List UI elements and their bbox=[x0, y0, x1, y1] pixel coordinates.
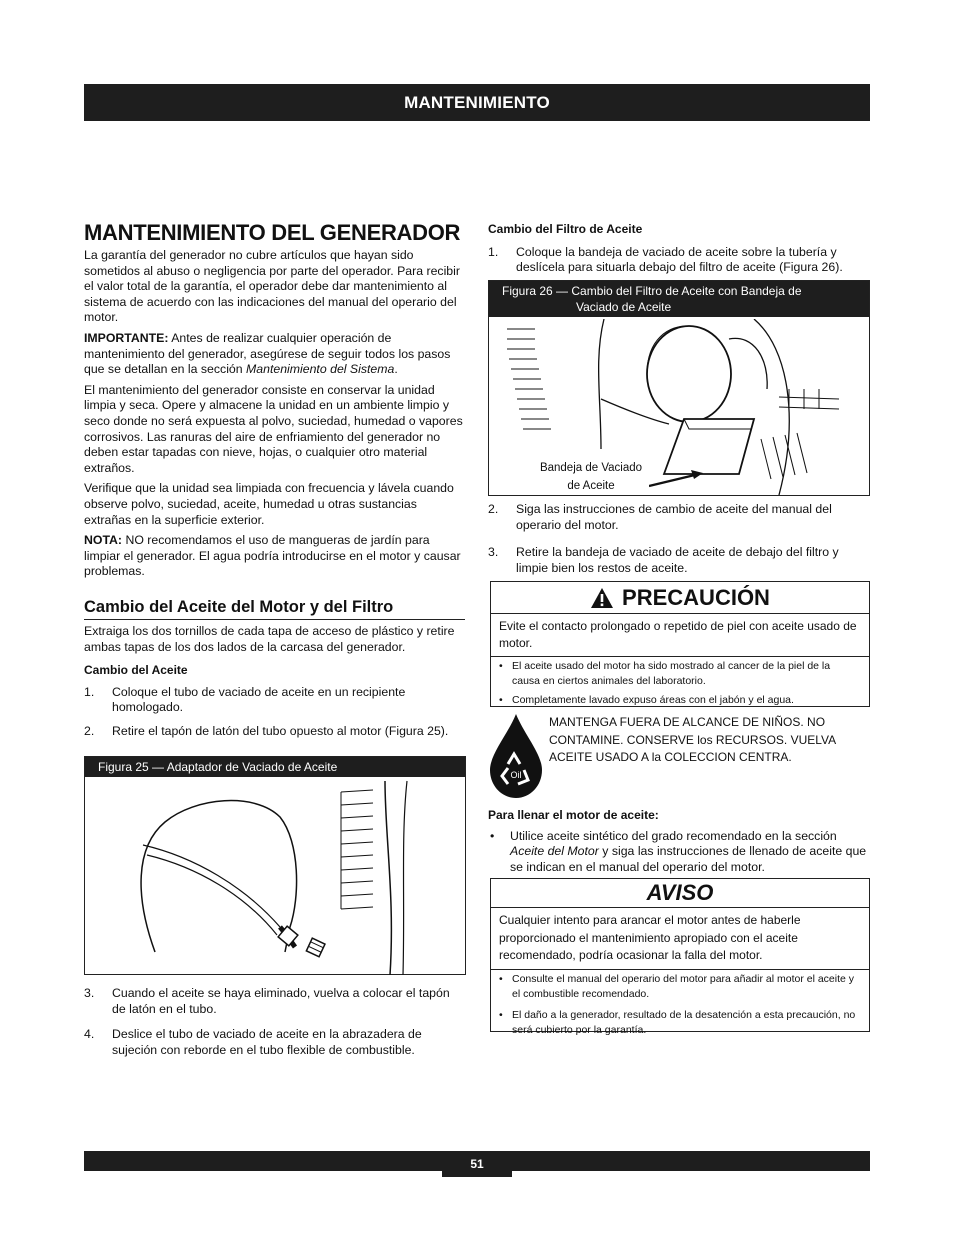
figure-25 bbox=[84, 756, 466, 975]
fill-oil-section bbox=[488, 808, 870, 875]
oil-change-heading: Cambio del Aceite bbox=[84, 663, 188, 678]
recycle-notice bbox=[488, 712, 870, 800]
notice-header bbox=[491, 879, 869, 908]
list-item: 3. Cuando el aceite se haya eliminado, vuelva a colocar el tapón de latón en el tubo. bbox=[84, 986, 450, 1016]
list-item: 1. Coloque el tubo de vaciado de aceite en un recipiente homologado. bbox=[84, 684, 406, 715]
notice-body: Cualquier intento para arancar el motor antes de haberle proporcionado el mantenimiento apropiado con el aceite recomendado, podría ocasionar la falla del motor. bbox=[491, 908, 869, 970]
filter-heading: Cambio del Filtro de Aceite bbox=[488, 222, 643, 236]
figure-26 bbox=[488, 280, 870, 496]
caution-box bbox=[490, 581, 870, 707]
verify-paragraph: Verifique que la unidad sea limpiada con frecuencia y lávela cuando observe polvo, suciedad, aceite, humedad u otras sustancias extrañas en la superficie exterior. bbox=[84, 481, 454, 527]
caution-header bbox=[491, 582, 869, 614]
left-oil-section bbox=[84, 624, 465, 748]
right-filter-section bbox=[488, 222, 870, 284]
page-number: 51 bbox=[442, 1151, 512, 1177]
oil-filter-subtitle: Cambio del Aceite del Motor y del Filtro bbox=[84, 597, 465, 620]
list-item: 3. Retire la bandeja de vaciado de aceite de debajo del filtro y limpie bien los restos de aceite. bbox=[488, 545, 839, 575]
list-item: 1. Coloque la bandeja de vaciado de aceite sobre la tubería y deslícela para situarla debajo del filtro de aceite (Figura 26). bbox=[488, 244, 843, 275]
figure-25-caption: Figura 25 — Adaptador de Vaciado de Aceite bbox=[85, 757, 465, 777]
warranty-paragraph: La garantía del generador no cubre artículos que hayan sido sometidos al abuso o negligencia por parte del operador. Para recibir el valor total de la garantía, el operador debe dar mantenimiento al sistema de acuerdo con las indicaciones del manual del operario del motor. bbox=[84, 248, 460, 325]
note-paragraph: NOTA: NO recomendamos el uso de mangueras de jardín para limpiar el generador. El agua podría introducirse en el motor y causar problemas. bbox=[84, 533, 461, 579]
oil-change-steps-a bbox=[84, 685, 465, 740]
svg-text:Oil: Oil bbox=[510, 770, 522, 780]
filter-steps-a bbox=[488, 245, 870, 276]
fill-heading: Para llenar el motor de aceite: bbox=[488, 808, 659, 822]
drain-adapter-illustration bbox=[85, 777, 465, 975]
section-header: MANTENIMIENTO bbox=[84, 84, 870, 121]
recycle-text: MANTENGA FUERA DE ALCANCE DE NIÑOS. NO CONTAMINE. CONSERVE los RECURSOS. VUELVA ACEITE USADO A la COLECCION CENTRA. bbox=[549, 715, 837, 764]
tray-label: Bandeja de Vaciado de Aceite bbox=[533, 459, 649, 495]
notice-box bbox=[490, 878, 870, 1036]
left-final-steps bbox=[84, 986, 465, 1066]
left-intro bbox=[84, 248, 465, 585]
notice-title: AVISO bbox=[646, 880, 714, 906]
list-item: 2. Retire el tapón de latón del tubo opuesto al motor (Figura 25). bbox=[84, 723, 449, 738]
page-title: MANTENIMIENTO DEL GENERADOR bbox=[84, 220, 461, 245]
important-paragraph: IMPORTANTE: Antes de realizar cualquier operación de mantenimiento del generador, asegúrese de seguir todos los pasos que se detallan en la sección Mantenimiento del Sistema. bbox=[84, 330, 451, 377]
fill-bullets bbox=[488, 829, 870, 876]
filter-steps-b bbox=[488, 502, 870, 576]
list-item: • El aceite usado del motor ha sido mostrado al cancer de la piel de la causa en ciertos animales del laboratorio. bbox=[499, 659, 861, 689]
list-item: • Utilice aceite sintético del grado recomendado en la sección Aceite del Motor y siga las instrucciones de llenado de aceite que se indican en el manual del operario del motor. bbox=[488, 829, 870, 876]
cleaning-paragraph: El mantenimiento del generador consiste en conservar la unidad limpia y seca. Opere y almacene la unidad en un ambiente limpio y seco donde no será expuesta al polvo, suciedad, humedad o vapores corrosivos. Las ranuras del aire de enfriamiento del generador no deben estar tapadas con nieve, hojas, o cualquier otro material extraños. bbox=[84, 382, 463, 475]
caution-bullets bbox=[491, 657, 869, 716]
caution-title: PRECAUCIÓN bbox=[622, 584, 770, 610]
covers-paragraph: Extraiga los dos tornillos de cada tapa de acceso de plástico y retire ambas tapas de los dos lados de la carcasa del generador. bbox=[84, 624, 455, 654]
notice-bullets bbox=[491, 970, 869, 1046]
list-item: • Completamente lavado expuso áreas con el jabón y el agua. bbox=[499, 693, 861, 708]
right-filter-steps-b bbox=[488, 502, 870, 584]
list-item: • El daño a la generador, resultado de la desatención a esta precaución, no será cubierto por la garantía. bbox=[499, 1008, 861, 1038]
figure-26-caption: Figura 26 — Cambio del Filtro de Aceite con Bandeja de Vaciado de Aceite bbox=[489, 281, 869, 317]
warning-triangle-icon bbox=[590, 587, 614, 609]
caution-body: Evite el contacto prolongado o repetido de piel con aceite usado de motor. bbox=[491, 614, 869, 657]
list-item: 2. Siga las instrucciones de cambio de aceite del manual del operario del motor. bbox=[488, 502, 832, 532]
oil-change-steps-b bbox=[84, 986, 465, 1058]
list-item: • Consulte el manual del operario del motor para añadir al motor el aceite y el combustible recomendado. bbox=[499, 972, 861, 1002]
list-item: 4. Deslice el tubo de vaciado de aceite en la abrazadera de sujeción con reborde en el tubo flexible de combustible. bbox=[84, 1027, 422, 1057]
oil-recycle-icon bbox=[488, 712, 544, 800]
